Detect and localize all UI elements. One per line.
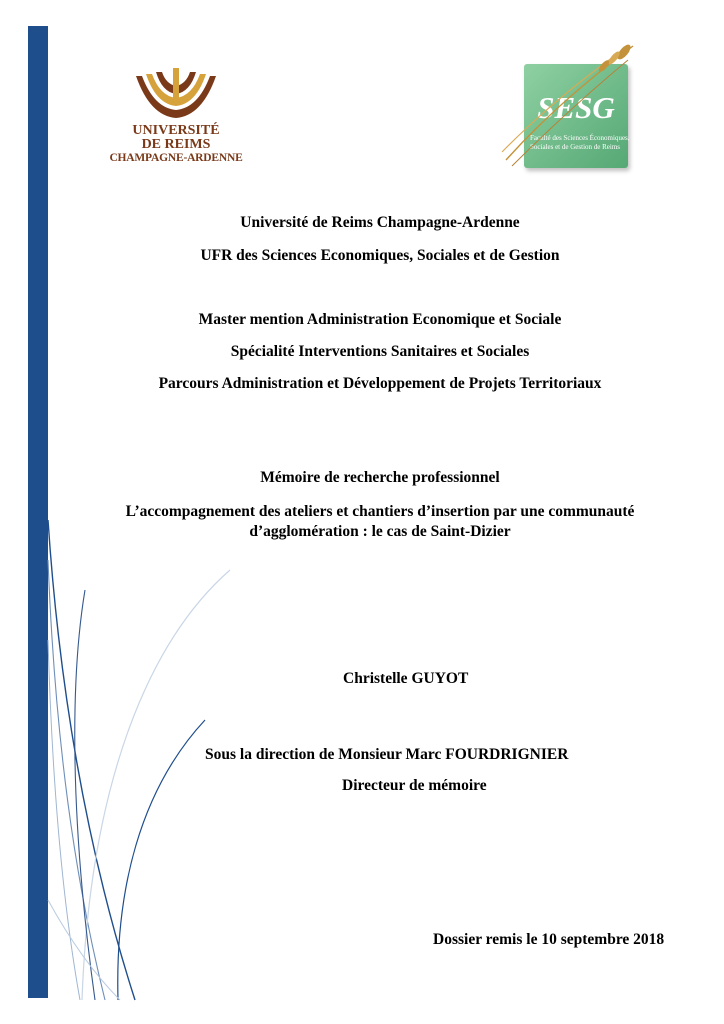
university-name: Université de Reims Champagne-Ardenne	[240, 214, 520, 231]
specialty: Spécialité Interventions Sanitaires et Sociales	[230, 343, 530, 360]
master-mention: Master mention Administration Economique et Sociale	[198, 311, 562, 328]
sesg-logo-sub1: Faculté des Sciences Économiques,	[530, 134, 630, 142]
track: Parcours Administration et Développement de Projets Territoriaux	[158, 375, 602, 392]
submission-date: Dossier remis le 10 septembre 2018	[433, 931, 665, 948]
sesg-logo-sub2: Sociales et de Gestion de Reims	[530, 142, 621, 151]
ufr-name: UFR des Sciences Economiques, Sociales et de Gestion	[200, 247, 560, 264]
author-name: Christelle GUYOT	[343, 670, 469, 687]
reims-logo-line2: DE REIMS	[141, 137, 211, 152]
thesis-type: Mémoire de recherche professionnel	[260, 469, 500, 486]
university-of-reims-logo	[100, 66, 252, 170]
thesis-title-line1: L’accompagnement des ateliers et chantiers d’insertion par une communauté	[125, 503, 635, 520]
reims-logo-line1: UNIVERSITÉ	[132, 123, 220, 138]
thesis-title-line2: d’agglomération : le cas de Saint-Dizier	[249, 523, 511, 540]
reims-emblem-icon	[130, 66, 222, 122]
sesg-faculty-logo	[498, 42, 638, 172]
sesg-logo-title: SESG	[537, 90, 615, 125]
wheat-icon	[498, 42, 638, 172]
supervision-line: Sous la direction de Monsieur Marc FOURDRIGNIER	[205, 746, 569, 763]
reims-logo-line3: CHAMPAGNE-ARDENNE	[109, 152, 243, 164]
left-accent-bar	[28, 26, 48, 998]
supervisor-role: Directeur de mémoire	[342, 777, 487, 794]
